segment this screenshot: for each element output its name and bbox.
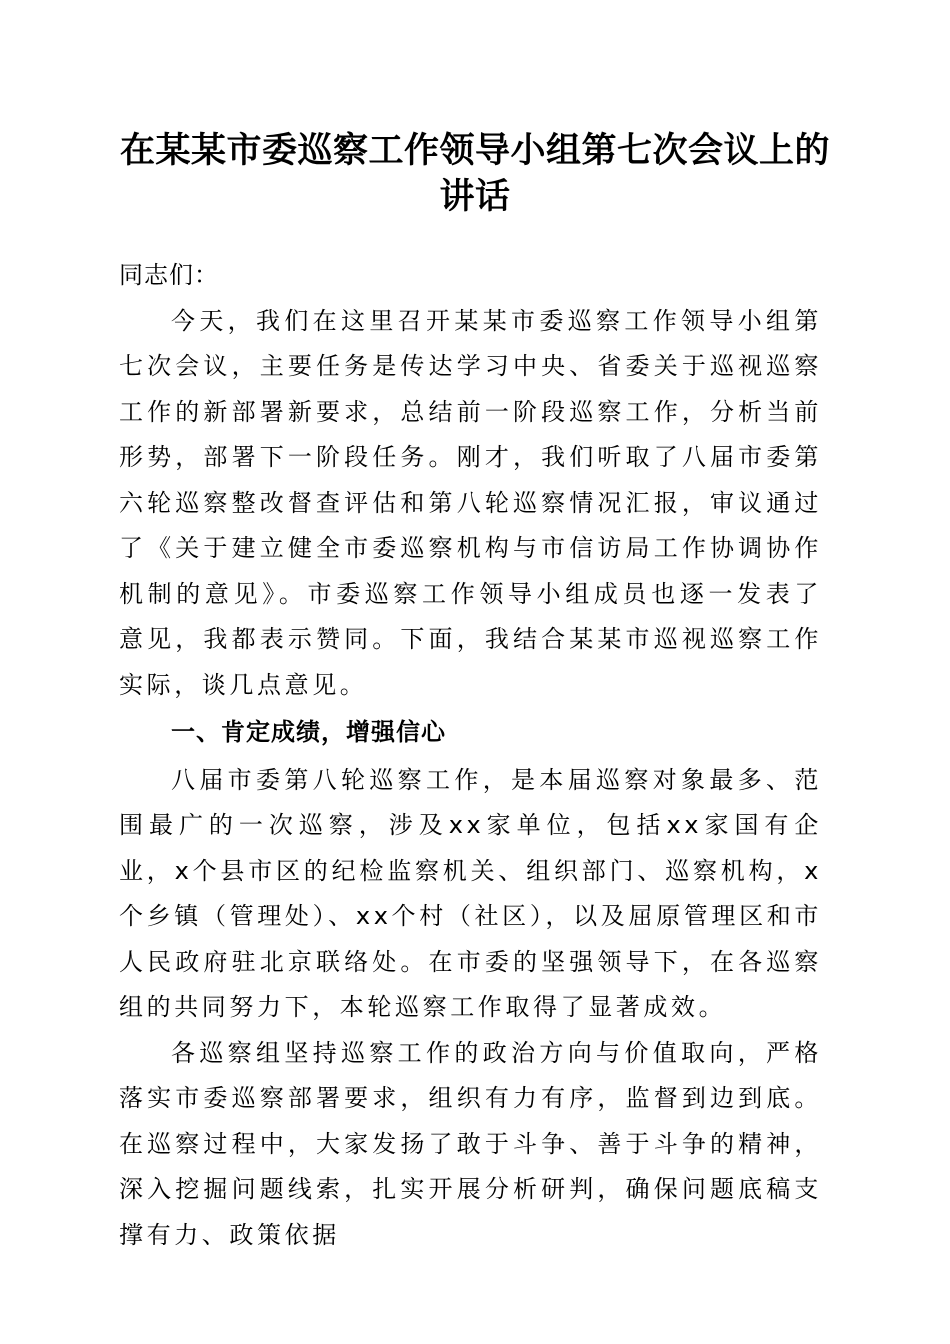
title-line-2: 讲话 (439, 176, 511, 217)
document-body (119, 253, 822, 1258)
document-title (100, 128, 850, 220)
paragraph-intro: 今天，我们在这里召开某某市委巡察工作领导小组第七次会议，主要任务是传达学习中央、省委关于巡视巡察工作的新部署新要求，总结前一阶段巡察工作，分析当前形势，部署下一阶段任务。刚才，我们听取了八届市委第六轮巡察整改督查评估和第八轮巡察情况汇报，审议通过了《关于建立健全市委巡察机构与市信访局工作协调协作机制的意见》。市委巡察工作领导小组成员也逐一发表了意见，我都表示赞同。下面，我结合某某市巡视巡察工作实际，谈几点意见。 (119, 306, 822, 699)
paragraph-inspection-groups: 各巡察组坚持巡察工作的政治方向与价值取向，严格落实市委巡察部署要求，组织有力有序，监督到边到底。在巡察过程中，大家发扬了敢于斗争、善于斗争的精神，深入挖掘问题线索，扎实开展分析研判，确保问题底稿支撑有力、政策依据 (119, 1038, 822, 1249)
paragraph-achievements: 八届市委第八轮巡察工作，是本届巡察对象最多、范围最广的一次巡察，涉及xx家单位，包括xx家国有企业，x个县市区的纪检监察机关、组织部门、巡察机构，x个乡镇（管理处）、xx个村（社区），以及屈原管理区和市人民政府驻北京联络处。在市委的坚强领导下，在各巡察组的共同努力下，本轮巡察工作取得了显著成效。 (119, 765, 822, 1021)
section-heading-1: 一、肯定成绩，增强信心 (171, 718, 446, 746)
title-line-1: 在某某市委巡察工作领导小组第七次会议上的 (119, 130, 830, 171)
greeting: 同志们： (119, 261, 219, 289)
